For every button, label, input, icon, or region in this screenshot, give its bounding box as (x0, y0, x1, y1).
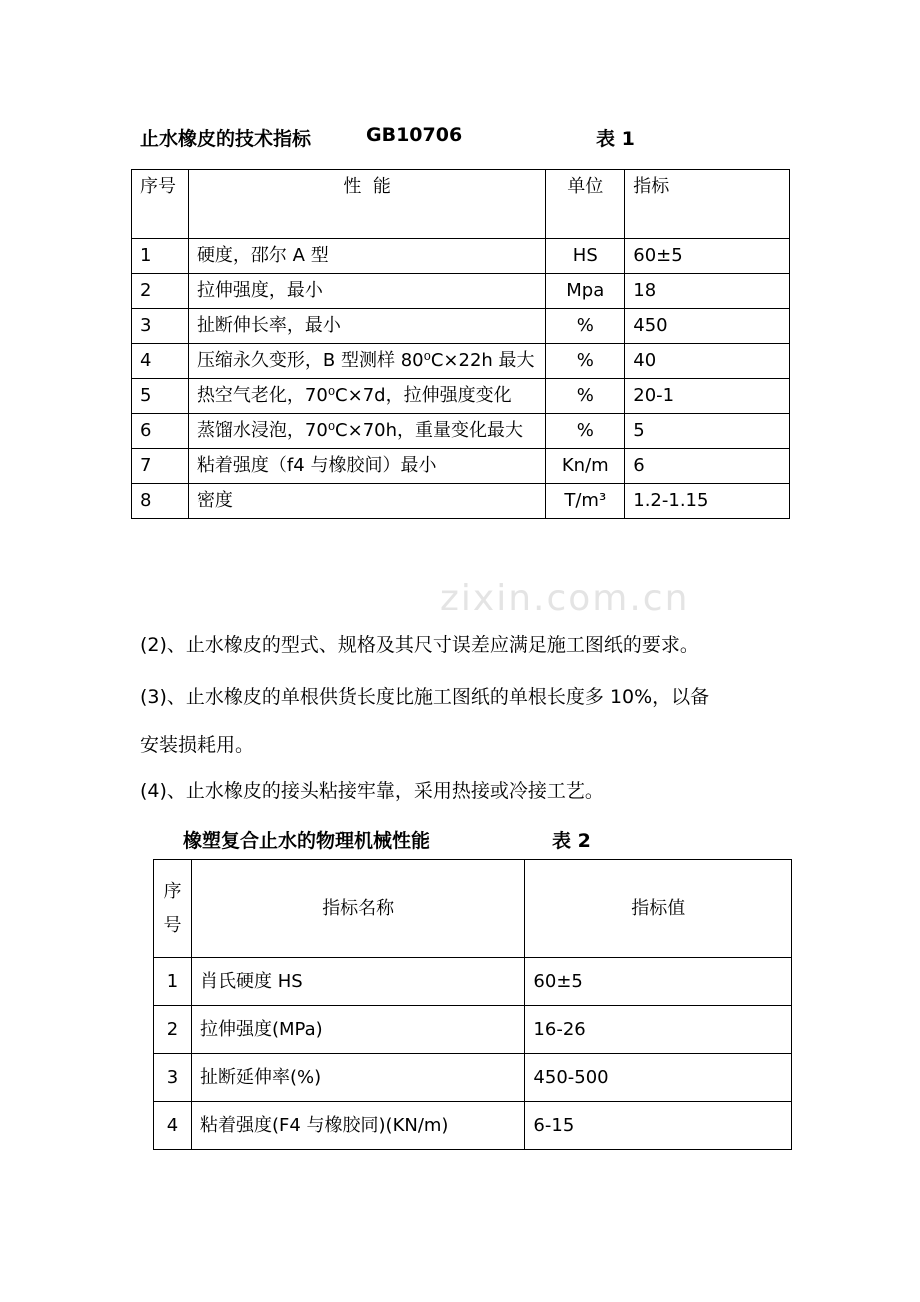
table1-label: 表 1 (596, 128, 635, 150)
row-unit: % (546, 344, 625, 379)
row-value: 16-26 (525, 1006, 792, 1054)
table-row (132, 414, 790, 449)
row-value: 40 (625, 344, 790, 379)
table2-label: 表 2 (552, 830, 591, 852)
table-row (132, 379, 790, 414)
watermark: zixin.com.cn (440, 578, 690, 619)
row-no: 4 (132, 344, 189, 379)
row-no: 1 (132, 239, 189, 274)
row-value: 450 (625, 309, 790, 344)
row-value: 18 (625, 274, 790, 309)
row-name: 粘着强度(F4 与橡胶同)(KN/m) (191, 1102, 524, 1150)
row-name: 肖氏硬度 HS (191, 958, 524, 1006)
table1-header-unit: 单位 (546, 170, 625, 239)
paragraph-2: (2)、止水橡皮的型式、规格及其尺寸误差应满足施工图纸的要求。 (140, 634, 699, 656)
row-value: 5 (625, 414, 790, 449)
row-property: 热空气老化，70⁰C×7d，拉伸强度变化 (188, 379, 545, 414)
row-unit: Kn/m (546, 449, 625, 484)
paragraph-3-line1: (3)、止水橡皮的单根供货长度比施工图纸的单根长度多 10%，以备 (140, 686, 710, 708)
row-value: 450-500 (525, 1054, 792, 1102)
row-property: 蒸馏水浸泡，70⁰C×70h，重量变化最大 (188, 414, 545, 449)
table-row (154, 1054, 792, 1102)
table1-title: 止水橡皮的技术指标 (140, 128, 312, 150)
row-value: 6 (625, 449, 790, 484)
row-property: 扯断伸长率，最小 (188, 309, 545, 344)
table-row (132, 274, 790, 309)
row-no: 5 (132, 379, 189, 414)
table2-header-no: 序号 (154, 860, 192, 958)
table1-header-row (132, 170, 790, 239)
table1-header-value: 指标 (625, 170, 790, 239)
table2-header-row (154, 860, 792, 958)
row-property: 压缩永久变形，B 型测样 80⁰C×22h 最大 (188, 344, 545, 379)
row-unit: T/m³ (546, 484, 625, 519)
row-value: 60±5 (525, 958, 792, 1006)
row-property: 拉伸强度，最小 (188, 274, 545, 309)
table1-standard: GB10706 (366, 124, 463, 146)
table-row (132, 484, 790, 519)
table2-title: 橡塑复合止水的物理机械性能 (183, 830, 431, 852)
row-no: 8 (132, 484, 189, 519)
row-no: 7 (132, 449, 189, 484)
table-row (154, 958, 792, 1006)
row-no: 6 (132, 414, 189, 449)
table-row (132, 344, 790, 379)
paragraph-4: (4)、止水橡皮的接头粘接牢靠，采用热接或冷接工艺。 (140, 780, 604, 802)
table-row (154, 1006, 792, 1054)
table-row (132, 309, 790, 344)
row-value: 1.2-1.15 (625, 484, 790, 519)
row-no: 3 (154, 1054, 192, 1102)
table2-header-name: 指标名称 (191, 860, 524, 958)
row-name: 拉伸强度(MPa) (191, 1006, 524, 1054)
row-property: 密度 (188, 484, 545, 519)
row-unit: HS (546, 239, 625, 274)
table-row (132, 239, 790, 274)
row-no: 4 (154, 1102, 192, 1150)
row-no: 2 (132, 274, 189, 309)
row-unit: Mpa (546, 274, 625, 309)
row-no: 2 (154, 1006, 192, 1054)
row-name: 扯断延伸率(%) (191, 1054, 524, 1102)
row-property: 硬度，邵尔 A 型 (188, 239, 545, 274)
row-unit: % (546, 414, 625, 449)
row-value: 6-15 (525, 1102, 792, 1150)
row-property: 粘着强度（f4 与橡胶间）最小 (188, 449, 545, 484)
row-value: 20-1 (625, 379, 790, 414)
table-row (132, 449, 790, 484)
row-value: 60±5 (625, 239, 790, 274)
table-row (154, 1102, 792, 1150)
table2-header-value: 指标值 (525, 860, 792, 958)
table1-header-property: 性 能 (188, 170, 545, 239)
table2 (153, 859, 792, 1150)
paragraph-3-line2: 安装损耗用。 (140, 734, 255, 756)
row-no: 1 (154, 958, 192, 1006)
table1-header-no: 序号 (132, 170, 189, 239)
row-no: 3 (132, 309, 189, 344)
row-unit: % (546, 309, 625, 344)
table1 (131, 169, 790, 519)
row-unit: % (546, 379, 625, 414)
